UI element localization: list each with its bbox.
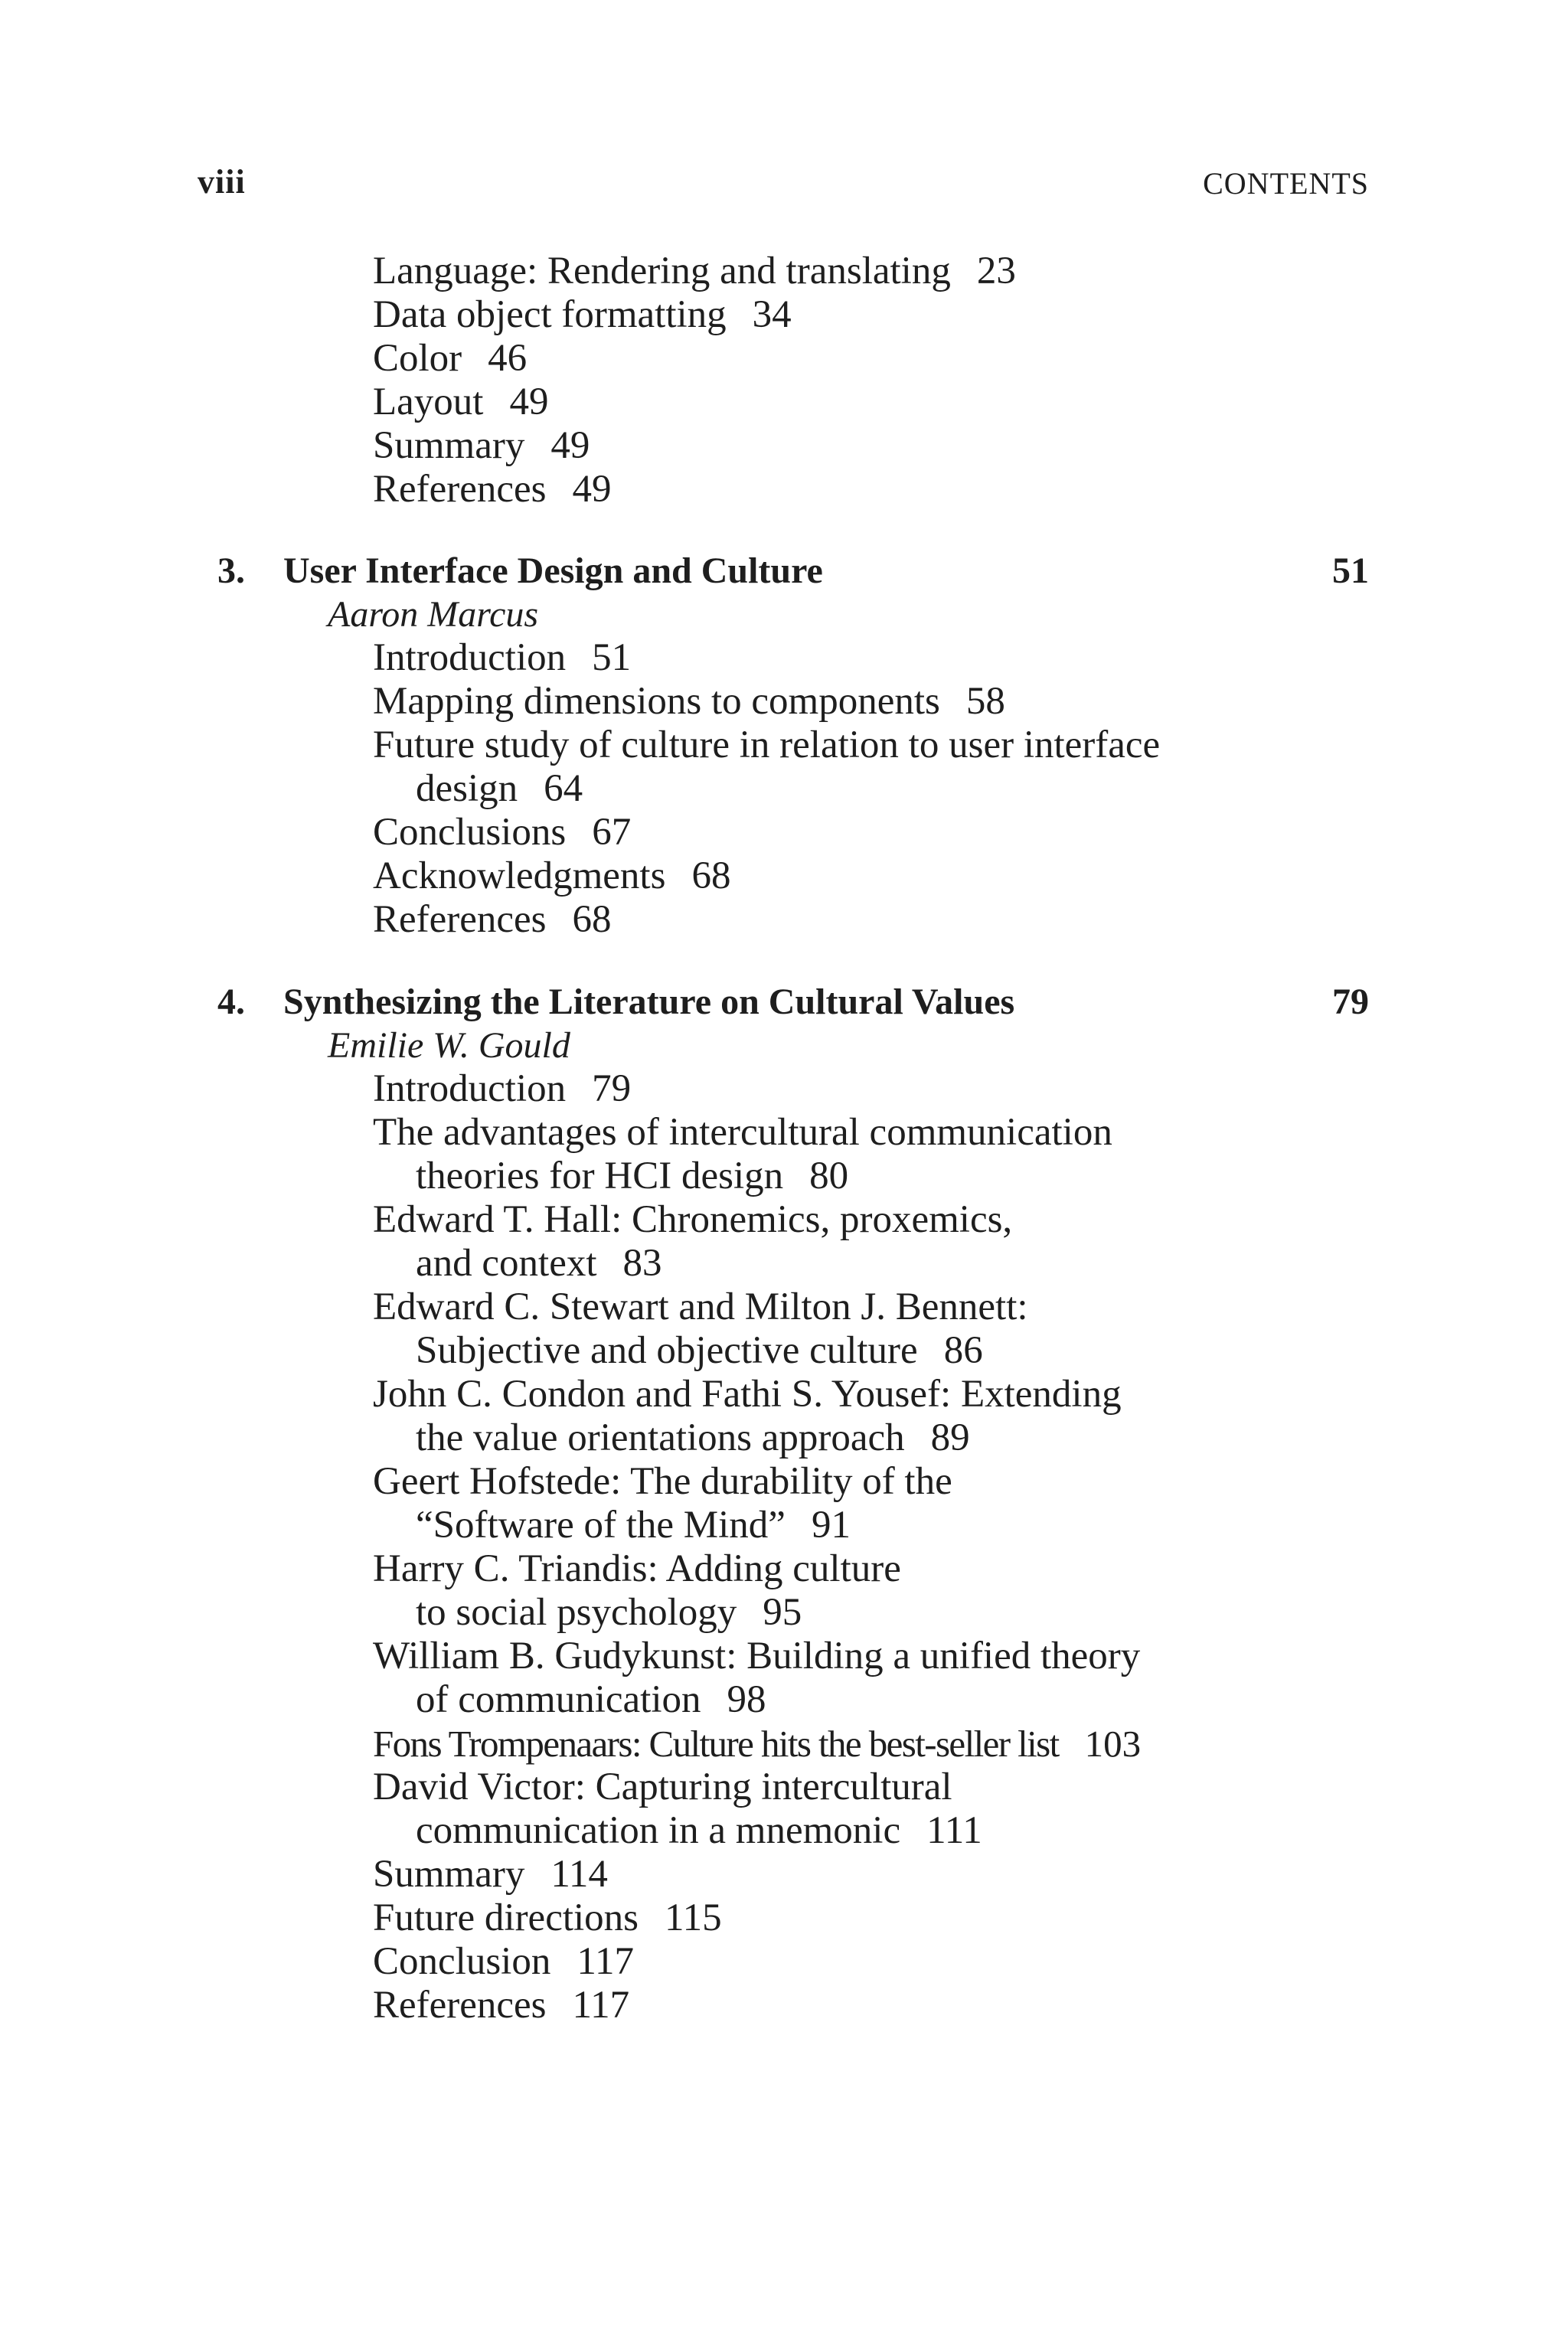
toc-entry-page: 80 bbox=[809, 1155, 849, 1197]
toc-entry-page: 91 bbox=[811, 1504, 851, 1547]
toc-entry bbox=[373, 1853, 608, 1896]
toc-entry-page: 67 bbox=[592, 811, 632, 854]
toc-entry-page: 95 bbox=[763, 1591, 802, 1634]
chapter-page: 51 bbox=[1332, 550, 1369, 591]
toc-entry-text-continued: the value orientations approach bbox=[416, 1416, 905, 1459]
toc-entry-text-continued: Subjective and objective culture bbox=[416, 1329, 918, 1372]
chapter-page: 79 bbox=[1332, 982, 1369, 1022]
toc-entry bbox=[373, 468, 612, 511]
running-title: CONTENTS bbox=[1203, 166, 1369, 201]
toc-entry-page: 114 bbox=[550, 1853, 608, 1896]
toc-entry-text: David Victor: Capturing intercultural bbox=[373, 1766, 952, 1808]
toc-entry-page: 49 bbox=[550, 424, 590, 467]
toc-entry-text: Introduction bbox=[373, 636, 567, 679]
toc-entry-text-continued: of communication bbox=[416, 1678, 701, 1721]
toc-entry-text: Language: Rendering and translating bbox=[373, 250, 951, 292]
toc-entry-text: Fons Trompenaars: Culture hits the best-seller list bbox=[373, 1723, 1059, 1765]
toc-entry bbox=[373, 381, 548, 424]
chapter-title: Synthesizing the Literature on Cultural Values bbox=[283, 982, 1015, 1022]
toc-entry bbox=[373, 724, 1160, 811]
toc-entry-text: Edward T. Hall: Chronemics, proxemics, bbox=[373, 1198, 1013, 1241]
toc-entry-text: Future study of culture in relation to user interface bbox=[373, 724, 1161, 766]
toc-entry bbox=[373, 898, 612, 942]
toc-entry bbox=[373, 337, 527, 381]
toc-entry bbox=[373, 854, 730, 898]
toc-entry-page: 89 bbox=[930, 1416, 970, 1459]
chapter-author: Emilie W. Gould bbox=[328, 1025, 570, 1066]
toc-entry-page: 117 bbox=[572, 1984, 630, 2027]
toc-entry-text: References bbox=[373, 898, 547, 941]
toc-entry bbox=[373, 250, 1016, 293]
toc-entry-page: 115 bbox=[665, 1896, 722, 1939]
toc-entry-text: Mapping dimensions to components bbox=[373, 680, 940, 723]
toc-entry bbox=[373, 1198, 1012, 1285]
toc-entry-page: 58 bbox=[965, 680, 1005, 723]
toc-entry bbox=[373, 636, 631, 680]
toc-entry bbox=[373, 1067, 631, 1111]
toc-entry-text-continued: design bbox=[416, 767, 518, 810]
running-head bbox=[198, 162, 1369, 208]
toc-entry-text: Conclusion bbox=[373, 1940, 551, 1983]
toc-entry-page: 103 bbox=[1084, 1723, 1142, 1765]
toc-entry-page: 68 bbox=[691, 854, 731, 897]
toc-entry-text-continued: theories for HCI design bbox=[416, 1155, 784, 1197]
toc-entry bbox=[373, 1722, 1141, 1766]
toc-entry bbox=[373, 1285, 1028, 1373]
toc-entry-text: Conclusions bbox=[373, 811, 567, 854]
toc-entry-text: Edward C. Stewart and Milton J. Bennett: bbox=[373, 1285, 1028, 1328]
toc-entry-page: 79 bbox=[592, 1067, 632, 1110]
toc-entry-page: 46 bbox=[488, 337, 528, 380]
toc-entry-text: Acknowledgments bbox=[373, 854, 666, 897]
toc-entry-text: References bbox=[373, 468, 547, 511]
toc-entry bbox=[373, 293, 792, 337]
toc-entry-text-continued: “Software of the Mind” bbox=[416, 1504, 786, 1547]
toc-entry-page: 49 bbox=[572, 468, 612, 511]
page-number: viii bbox=[198, 163, 246, 201]
toc-entry bbox=[373, 1373, 1122, 1460]
toc-entry-text: Color bbox=[373, 337, 462, 380]
toc-entry-page: 34 bbox=[752, 293, 792, 336]
toc-entry bbox=[373, 1635, 1140, 1722]
toc-entry-page: 86 bbox=[943, 1329, 983, 1372]
toc-entry-text: The advantages of intercultural communication bbox=[373, 1111, 1112, 1154]
toc-entry bbox=[373, 811, 631, 854]
toc-entry-text: Harry C. Triandis: Adding culture bbox=[373, 1547, 901, 1590]
toc-entry-text: John C. Condon and Fathi S. Yousef: Extending bbox=[373, 1373, 1122, 1416]
chapter-number: 3. bbox=[217, 550, 245, 591]
toc-entry bbox=[373, 424, 590, 468]
toc-entry-text-continued: communication in a mnemonic bbox=[416, 1809, 901, 1852]
toc-entry-page: 111 bbox=[926, 1809, 982, 1852]
toc-entry-text-continued: and context bbox=[416, 1242, 597, 1285]
toc-entry-text: Geert Hofstede: The durability of the bbox=[373, 1460, 952, 1503]
toc-entry-page: 117 bbox=[577, 1940, 634, 1983]
toc-entry-page: 98 bbox=[727, 1678, 766, 1721]
toc-entry-text: Summary bbox=[373, 1853, 525, 1896]
toc-entry bbox=[373, 1547, 901, 1635]
toc-entry-text: References bbox=[373, 1984, 547, 2027]
toc-entry bbox=[373, 1766, 982, 1853]
toc-entry bbox=[373, 1111, 1112, 1198]
toc-entry-text: Future directions bbox=[373, 1896, 639, 1939]
toc-entry bbox=[373, 1460, 952, 1547]
toc-entry bbox=[373, 1940, 634, 1984]
toc-entry-page: 83 bbox=[622, 1242, 662, 1285]
toc-entry-text-continued: to social psychology bbox=[416, 1591, 737, 1634]
toc-entry bbox=[373, 680, 1005, 724]
toc-entry-page: 64 bbox=[544, 767, 583, 810]
chapter-title: User Interface Design and Culture bbox=[283, 550, 823, 591]
toc-entry-page: 51 bbox=[592, 636, 632, 679]
toc-entry-text: Introduction bbox=[373, 1067, 567, 1110]
toc-entry bbox=[373, 1984, 629, 2027]
toc-entry-text: William B. Gudykunst: Building a unified theory bbox=[373, 1635, 1141, 1677]
toc-entry bbox=[373, 1896, 722, 1940]
toc-entry-page: 49 bbox=[509, 381, 549, 423]
toc-entry-text: Data object formatting bbox=[373, 293, 727, 336]
chapter-number: 4. bbox=[217, 982, 245, 1022]
toc-entry-page: 68 bbox=[572, 898, 612, 941]
toc-entry-page: 23 bbox=[976, 250, 1016, 292]
chapter-author: Aaron Marcus bbox=[328, 594, 539, 635]
toc-entry-text: Summary bbox=[373, 424, 525, 467]
toc-entry-text: Layout bbox=[373, 381, 484, 423]
